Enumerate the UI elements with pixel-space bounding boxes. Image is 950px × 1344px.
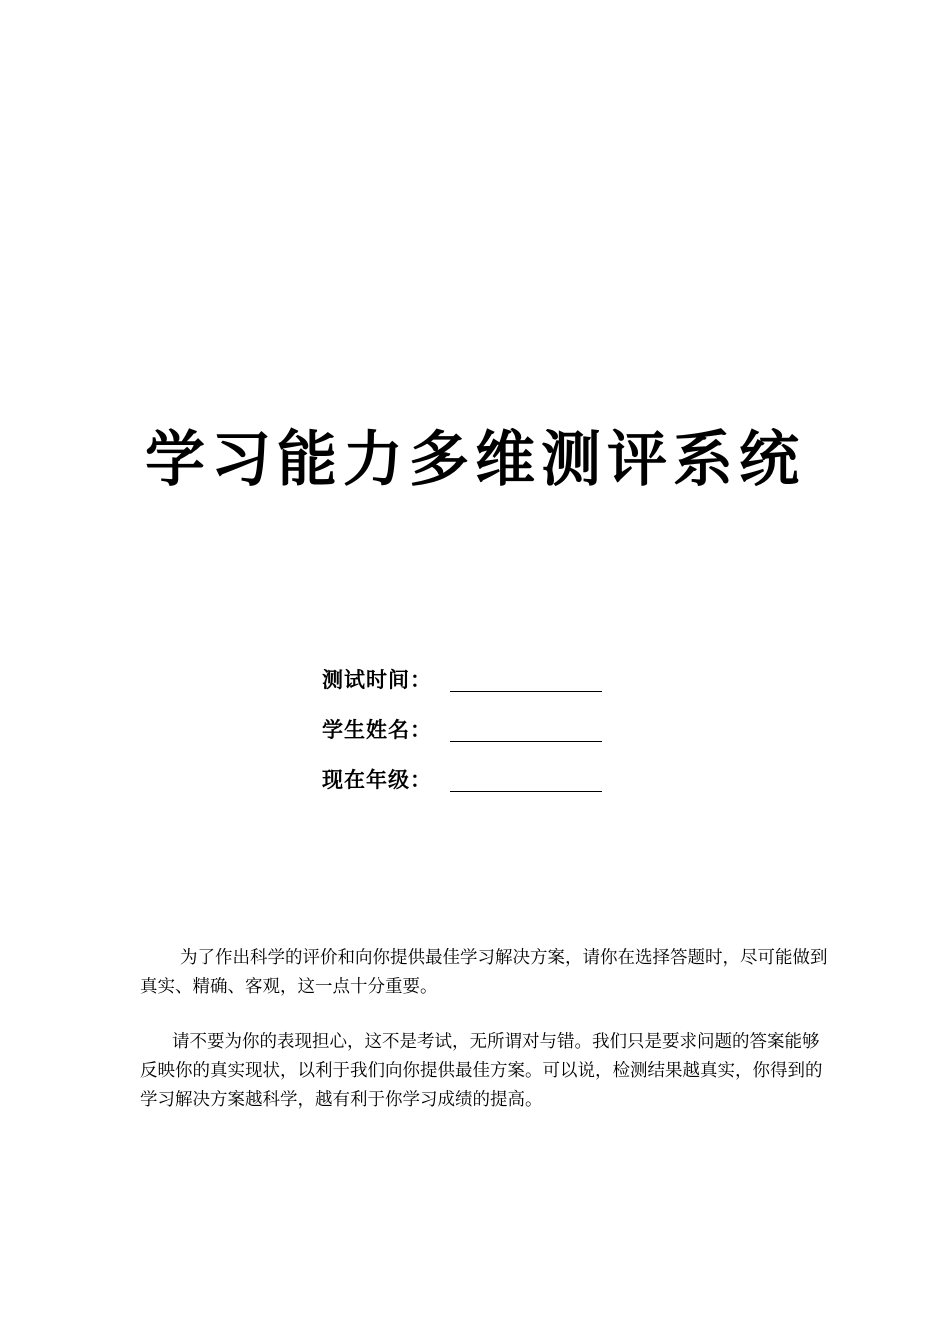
info-fields	[322, 654, 622, 804]
field-current-grade	[322, 754, 622, 804]
document-title: 学习能力多维测评系统	[145, 425, 805, 495]
instructions	[140, 944, 830, 1115]
test-time-blank[interactable]	[450, 667, 602, 692]
field-label-student-name: 学生姓名：	[322, 718, 432, 742]
field-student-name	[322, 704, 622, 754]
instruction-paragraph-2: 请不要为你的表现担心，这不是考试，无所谓对与错。我们只是要求问题的答案能够反映你的真实现状，以利于我们向你提供最佳方案。可以说，检测结果越真实，你得到的学习解决方案越科学，越有利于你学习成绩的提高。	[140, 1032, 823, 1110]
field-label-current-grade: 现在年级：	[322, 768, 432, 792]
field-label-test-time: 测试时间：	[322, 668, 432, 692]
student-name-blank[interactable]	[450, 717, 602, 742]
field-test-time	[322, 654, 622, 704]
current-grade-blank[interactable]	[450, 767, 602, 792]
instruction-paragraph-1: 为了作出科学的评价和向你提供最佳学习解决方案，请你在选择答题时，尽可能做到真实、精确、客观，这一点十分重要。	[140, 948, 828, 997]
